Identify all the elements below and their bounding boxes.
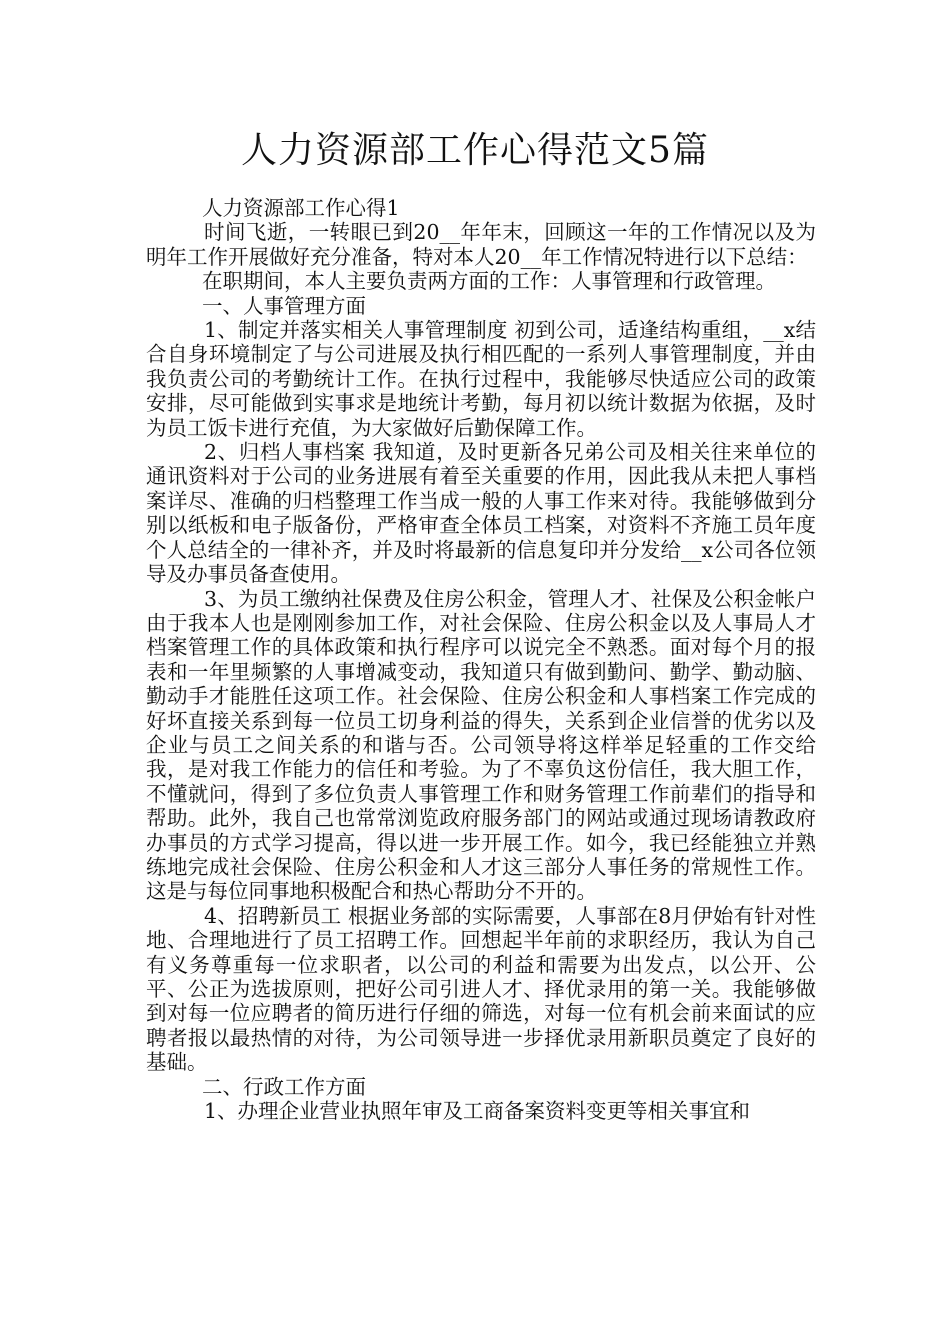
section-heading-1: 人力资源部工作心得1 xyxy=(202,196,400,220)
section-heading-personnel: 一、人事管理方面 xyxy=(202,293,366,318)
paragraph-admin-item-1: 1、办理企业营业执照年审及工商备案资料变更等相关事宜和 xyxy=(204,1099,751,1124)
paragraph-duties: 在职期间，本人主要负责两方面的工作：人事管理和行政管理。 xyxy=(202,269,776,294)
paragraph-item-1: 1、制定并落实相关人事管理制度 初到公司，适逢结构重组，__x结合自身环境制定了与公司进展及执行相匹配的一系列人事管理制度，并由我负责公司的考勤统计工作。在执行过程中，我能够尽快适应公司的政策安排，尽可能做到实事求是地统计考勤，每月初以统计数据为依据，及时为员工饭卡进行充值，为大家做好后勤保障工作。 xyxy=(146,318,816,440)
paragraph-item-2: 2、归档人事档案 我知道，及时更新各兄弟公司及相关往来单位的通讯资料对于公司的业务进展有着至关重要的作用，因此我从未把人事档案详尽、准确的归档整理工作当成一般的人事工作来对待。我能够做到分别以纸板和电子版备份，严格审查全体员工档案，对资料不齐施工员年度个人总结全的一律补齐，并及时将最新的信息复印并分发给__x公司各位领导及办事员备查使用。 xyxy=(146,440,816,587)
document-body xyxy=(146,196,816,1123)
paragraph-item-4: 4、招聘新员工 根据业务部的实际需要，人事部在8月伊始有针对性地、合理地进行了员工招聘工作。回想起半年前的求职经历，我认为自己有义务尊重每一位求职者，以公司的利益和需要为出发点，以公开、公平、公正为选拔原则，把好公司引进人才、择优录用的第一关。我能够做到对每一位应聘者的简历进行仔细的筛选，对每一位有机会前来面试的应聘者报以最热情的对待，为公司领导进一步择优录用新职员奠定了良好的基础。 xyxy=(146,903,816,1075)
document-title: 人力资源部工作心得范文5篇 xyxy=(241,130,709,171)
paragraph-intro: 时间飞逝，一转眼已到20__年年末，回顾这一年的工作情况以及为明年工作开展做好充分准备，特对本人20__年工作情况特进行以下总结： xyxy=(146,220,816,269)
section-heading-admin: 二、行政工作方面 xyxy=(202,1074,366,1099)
paragraph-item-3: 3、为员工缴纳社保费及住房公积金，管理人才、社保及公积金帐户 由于我本人也是刚刚参加工作，对社会保险、住房公积金以及人事局人才档案管理工作的具体政策和执行程序可以说完全不熟悉。面对每个月的报表和一年里频繁的人事增减变动，我知道只有做到勤问、勤学、勤动脑、勤动手才能胜任这项工作。社会保险、住房公积金和人事档案工作完成的好坏直接关系到每一位员工切身利益的得失，关系到企业信誉的优劣以及企业与员工之间关系的和谐与否。公司领导将这样举足轻重的工作交给我，是对我工作能力的信任和考验。为了不辜负这份信任，我大胆工作，不懂就问，得到了多位负责人事管理工作和财务管理工作前辈们的指导和帮助。此外，我自己也常常浏览政府服务部门的网站或通过现场请教政府办事员的方式学习提高，得以进一步开展工作。如今，我已经能独立并熟练地完成社会保险、住房公积金和人才这三部分人事任务的常规性工作。这是与每位同事地积极配合和热心帮助分不开的。 xyxy=(146,586,816,904)
